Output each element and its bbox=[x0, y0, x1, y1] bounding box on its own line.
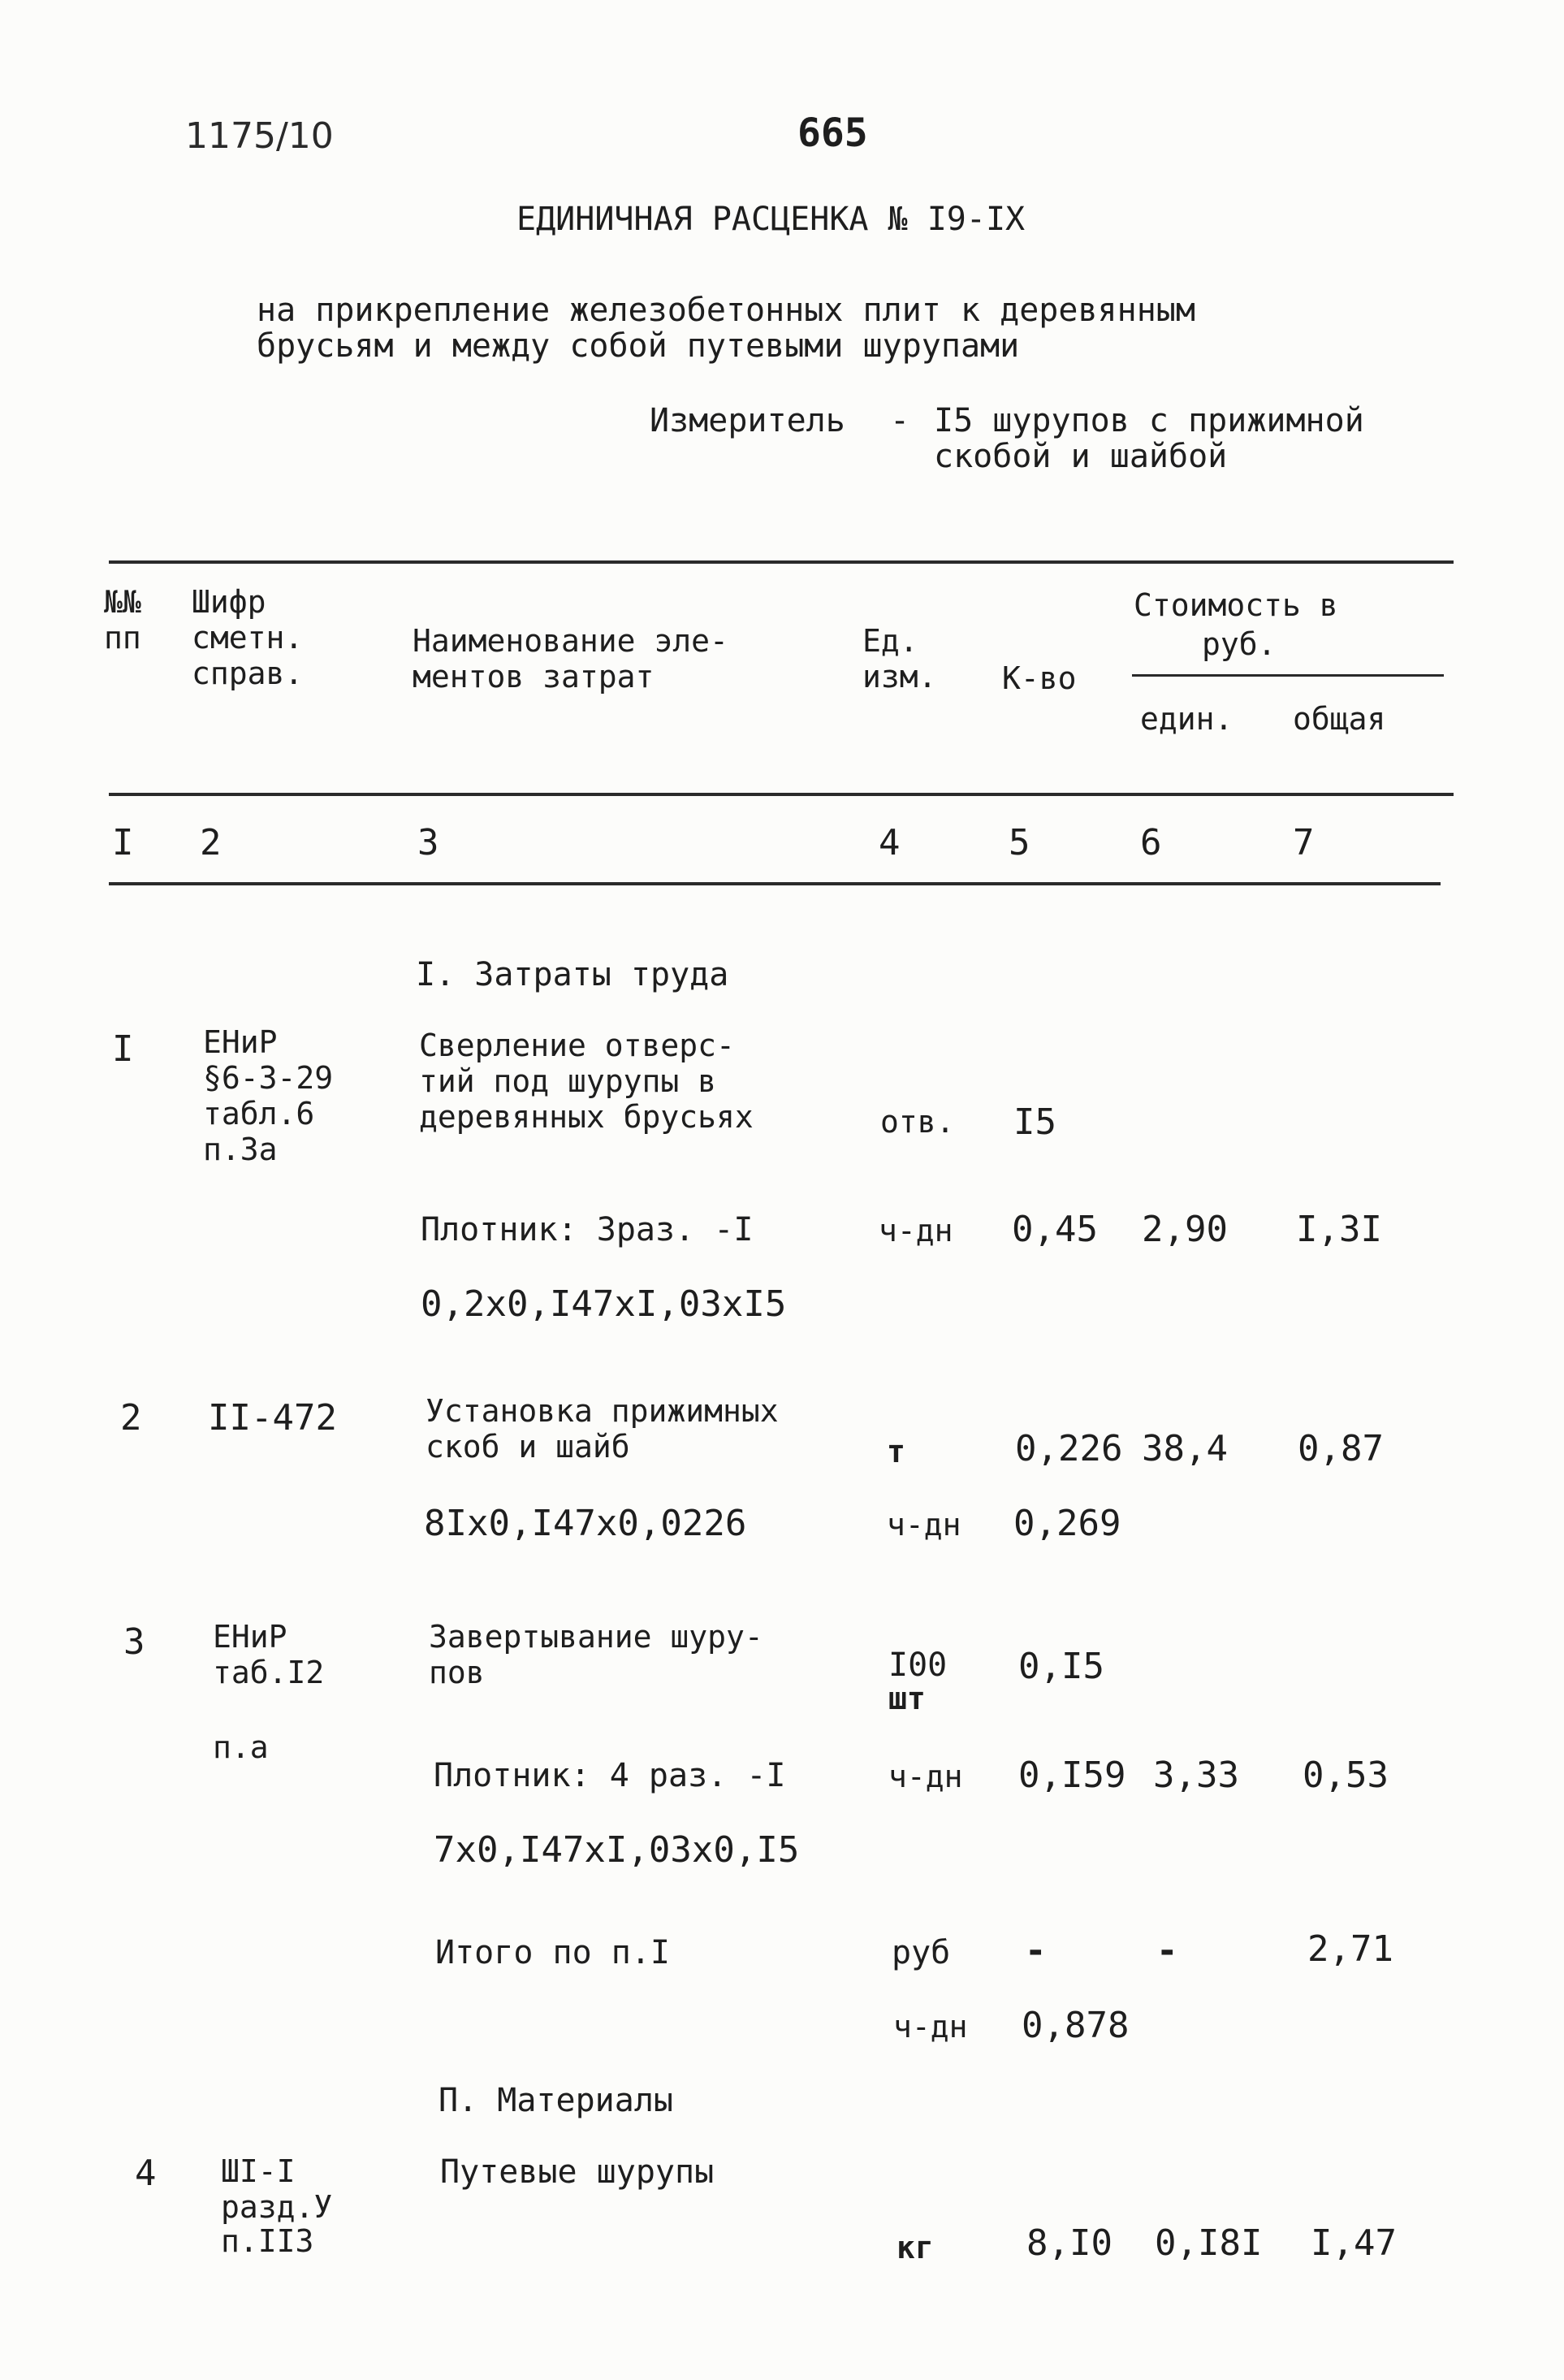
row1-code-1: ЕНиР bbox=[203, 1024, 278, 1060]
row2-sub-qty: 0,269 bbox=[1013, 1503, 1121, 1544]
row1-qty: I5 bbox=[1013, 1101, 1056, 1143]
row3-unit-2: шт bbox=[888, 1681, 926, 1716]
row3-code-1: ЕНиР bbox=[213, 1619, 287, 1655]
header-col6: един. bbox=[1140, 701, 1233, 737]
header-cost-line1: Стоимость в bbox=[1134, 587, 1338, 623]
col-number-5: 5 bbox=[1009, 822, 1030, 863]
row1-worker-qty: 0,45 bbox=[1012, 1209, 1098, 1250]
header-col7: общая bbox=[1293, 701, 1386, 737]
header-col3-line2: ментов затрат bbox=[413, 659, 655, 695]
row4-code-1: ШI-I bbox=[221, 2153, 296, 2189]
total1-unit-cost: - bbox=[1156, 1930, 1178, 1971]
row3-name-2: пов bbox=[429, 1655, 485, 1690]
col-number-2: 2 bbox=[200, 822, 222, 863]
row2-code: II-472 bbox=[208, 1397, 337, 1439]
row4-unit: кг bbox=[896, 2230, 934, 2265]
measure-dash: - bbox=[890, 402, 910, 439]
header-col5: К-во bbox=[1002, 660, 1077, 696]
col-number-3: 3 bbox=[417, 822, 439, 863]
row1-name-2: тий под шурупы в bbox=[419, 1063, 717, 1099]
row3-number: 3 bbox=[123, 1621, 145, 1663]
row1-worker-total: I,3I bbox=[1296, 1209, 1382, 1250]
header-col4-line1: Ед. bbox=[862, 623, 918, 659]
row4-qty: 8,I0 bbox=[1026, 2222, 1113, 2264]
total1-qty-2: 0,878 bbox=[1022, 2005, 1130, 2046]
row2-number: 2 bbox=[120, 1397, 142, 1439]
measure-line-1: I5 шурупов с прижимной bbox=[934, 402, 1364, 439]
row1-worker-unit: ч-дн bbox=[879, 1213, 953, 1248]
section-1-title: I. Затраты труда bbox=[416, 956, 729, 993]
header-col1-line2: пп bbox=[104, 620, 141, 656]
header-cost-rule bbox=[1132, 674, 1444, 677]
total1-label: Итого по п.I bbox=[435, 1934, 670, 1971]
row3-code-2: таб.I2 bbox=[213, 1655, 325, 1690]
subtitle-line-1: на прикрепление железобетонных плит к деревянным bbox=[257, 292, 1195, 329]
row1-name-3: деревянных брусьях bbox=[419, 1099, 754, 1135]
header-bottom-rule bbox=[109, 793, 1454, 796]
row4-number: 4 bbox=[135, 2153, 157, 2194]
row3-code-3: п.а bbox=[213, 1729, 269, 1765]
row3-worker-unit-cost: 3,33 bbox=[1153, 1755, 1239, 1796]
row1-unit: отв. bbox=[880, 1104, 955, 1140]
header-col2-line1: Шифр bbox=[192, 584, 266, 620]
col-number-6: 6 bbox=[1140, 822, 1162, 863]
row2-sub-unit: ч-дн bbox=[887, 1507, 961, 1543]
row3-formula: 7x0,I47xI,03x0,I5 bbox=[434, 1829, 800, 1871]
row4-code-2: разд.У bbox=[221, 2189, 333, 2225]
total1-unit: руб bbox=[892, 1934, 951, 1971]
header-col4-line2: изм. bbox=[862, 659, 937, 695]
row1-name-1: Сверление отверс- bbox=[419, 1028, 735, 1063]
row2-unit: т bbox=[887, 1434, 905, 1469]
table-top-rule bbox=[109, 560, 1454, 564]
col-numbers-rule bbox=[109, 882, 1441, 885]
row2-qty: 0,226 bbox=[1015, 1428, 1123, 1469]
row3-name-1: Завертывание шуру- bbox=[429, 1619, 763, 1655]
row3-worker-total: 0,53 bbox=[1303, 1755, 1389, 1796]
row3-worker-qty: 0,I59 bbox=[1018, 1755, 1126, 1796]
row3-qty: 0,I5 bbox=[1018, 1646, 1104, 1687]
header-col3-line1: Наименование эле- bbox=[413, 623, 728, 659]
header-col2-line3: справ. bbox=[192, 656, 304, 691]
row2-total: 0,87 bbox=[1298, 1428, 1384, 1469]
col-number-1: I bbox=[112, 822, 134, 863]
row3-unit-1: I00 bbox=[888, 1647, 948, 1684]
row4-total: I,47 bbox=[1311, 2222, 1397, 2264]
row2-name-2: скоб и шайб bbox=[426, 1429, 630, 1465]
row1-code-3: табл.6 bbox=[203, 1096, 315, 1132]
row1-code-2: §6-3-29 bbox=[203, 1060, 334, 1096]
header-col2-line2: сметн. bbox=[192, 620, 304, 656]
row4-code-3: п.II3 bbox=[221, 2223, 314, 2259]
row4-name: Путевые шурупы bbox=[440, 2153, 715, 2191]
header-cost-line2: руб. bbox=[1202, 626, 1277, 662]
section-2-title: П. Материалы bbox=[439, 2082, 673, 2119]
measure-label: Измеритель bbox=[650, 402, 845, 439]
row2-name-1: Установка прижимных bbox=[426, 1393, 779, 1429]
row2-formula: 8Ix0,I47x0,0226 bbox=[424, 1503, 747, 1544]
header-col1-line1: №№ bbox=[104, 584, 141, 620]
row1-formula: 0,2x0,I47xI,03xI5 bbox=[421, 1283, 787, 1325]
row3-worker-unit: ч-дн bbox=[888, 1759, 963, 1794]
row4-unit-cost: 0,I8I bbox=[1155, 2222, 1263, 2264]
row1-worker-unit-cost: 2,90 bbox=[1142, 1209, 1228, 1250]
measure-line-2: скобой и шайбой bbox=[934, 438, 1228, 475]
row1-code-4: п.3а bbox=[203, 1132, 278, 1167]
row1-worker: Плотник: 3раз. -I bbox=[421, 1211, 754, 1248]
row2-unit-cost: 38,4 bbox=[1142, 1428, 1228, 1469]
col-number-7: 7 bbox=[1293, 822, 1315, 863]
total1-qty: - bbox=[1025, 1930, 1047, 1971]
col-number-4: 4 bbox=[879, 822, 901, 863]
total1-unit-2: ч-дн bbox=[893, 2009, 968, 2045]
row1-number: I bbox=[112, 1028, 134, 1070]
total1-total: 2,71 bbox=[1307, 1928, 1393, 1970]
subtitle-line-2: брусьям и между собой путевыми шурупами bbox=[257, 327, 1020, 365]
document-title: ЕДИНИЧНАЯ РАСЦЕНКА № I9-IX bbox=[516, 201, 1026, 238]
page-number: 665 bbox=[797, 110, 868, 156]
archive-number: 1175/10 bbox=[185, 115, 334, 157]
row3-worker: Плотник: 4 раз. -I bbox=[434, 1757, 786, 1794]
